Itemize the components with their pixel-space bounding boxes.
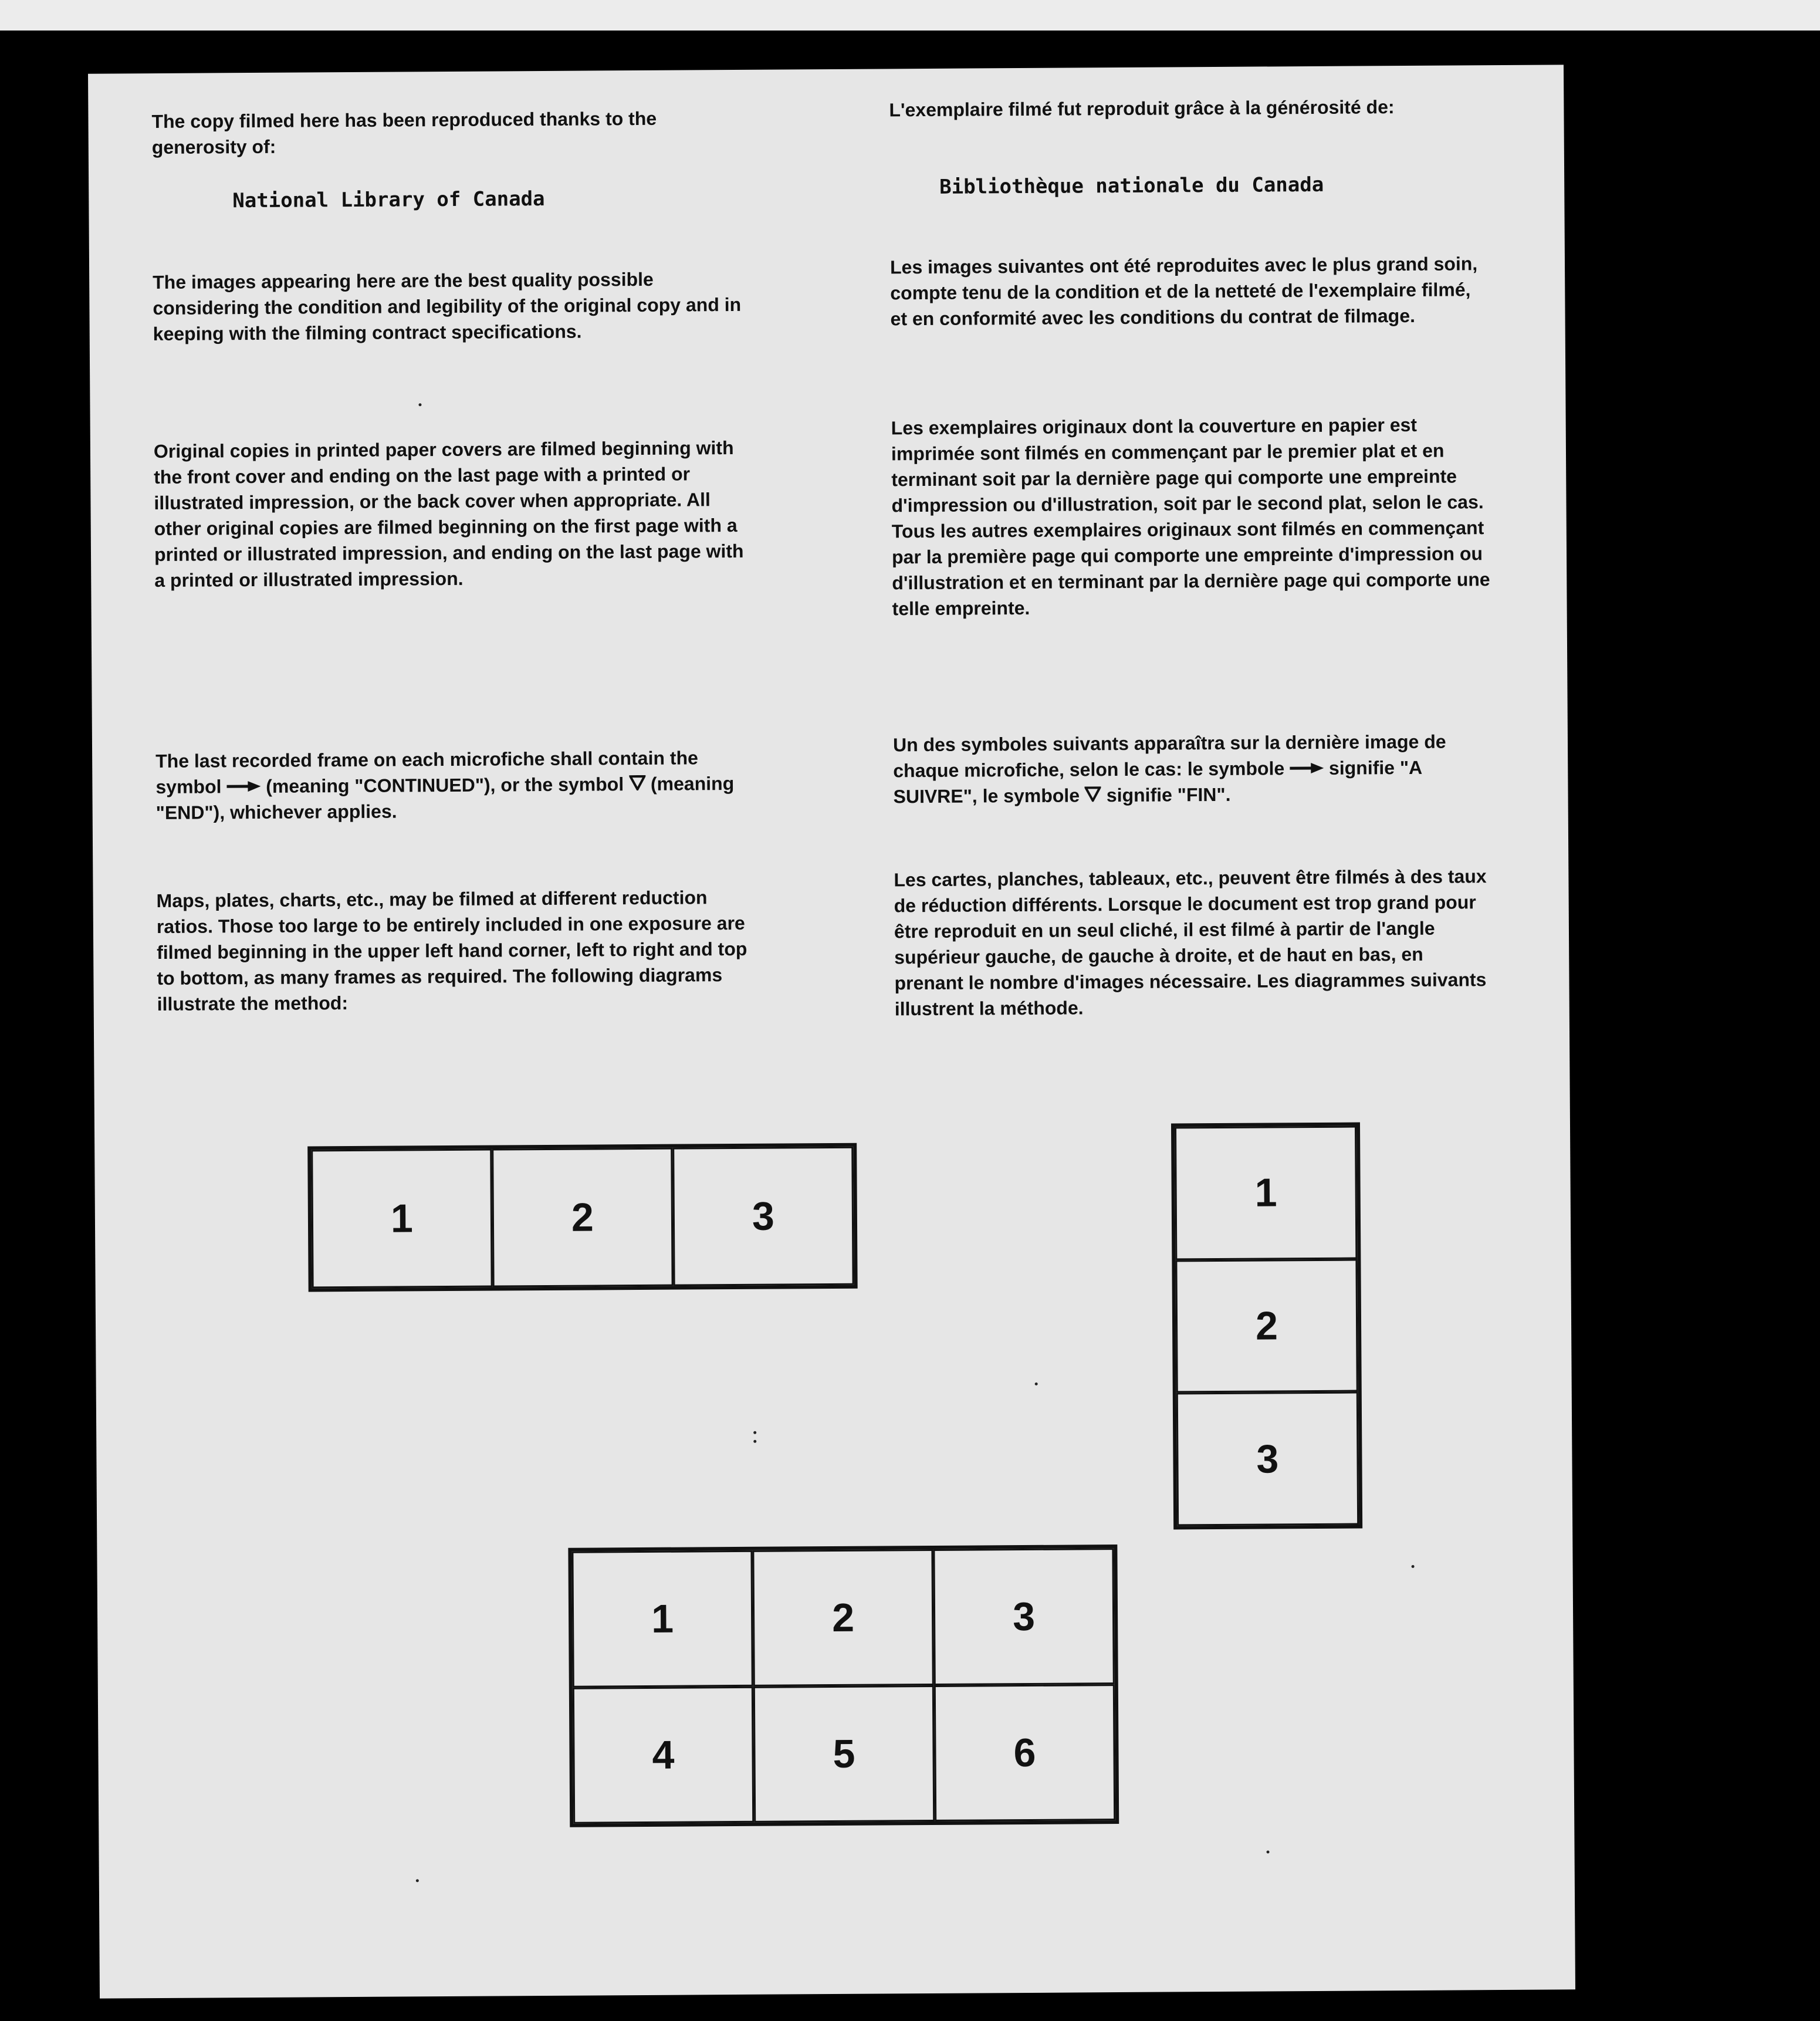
left-library-name: National Library of Canada <box>232 187 545 213</box>
left-symbols-paragraph <box>155 745 749 826</box>
arrow-right-icon <box>1290 755 1324 781</box>
scan-speck <box>753 1440 756 1443</box>
right-intro: L'exemplaire filmé fut reproduit grâce à la générosité de: <box>889 96 1395 121</box>
left-maps-paragraph: Maps, plates, charts, etc., may be filmed at different reduction ratios. Those too large to be entirely included in one exposure are filmed beginning in the upper left hand corner, left to right and top to bottom, as many frames as required. The following diagrams illustrate the method: <box>156 887 747 1015</box>
diagram-horizontal <box>307 1143 857 1292</box>
diagram-grid-frame: 1 <box>571 1550 753 1688</box>
right-symbols-text-a: Un des symboles suivants apparaîtra sur la dernière image de chaque microfiche, selon le cas: le symbole <box>892 731 1446 782</box>
scan-speck <box>418 403 421 406</box>
scan-speck <box>753 1431 756 1434</box>
scan-speck <box>1412 1565 1415 1568</box>
left-quality-paragraph: The images appearing here are the best quality possible considering the condition and legibility of the original copy and in keeping with the filming contract specifications. <box>153 268 742 345</box>
diagram-horizontal-frame: 1 <box>311 1149 492 1289</box>
diagram-grid-frame: 2 <box>752 1549 933 1687</box>
left-column <box>151 105 745 160</box>
diagram-vertical <box>1171 1123 1362 1530</box>
arrow-right-icon <box>226 773 261 799</box>
left-symbols-text-c: (meaning "END"), whichever applies. <box>155 773 735 824</box>
right-library-name: Bibliothèque nationale du Canada <box>939 173 1324 199</box>
left-symbols-text-a: The last recorded frame on each microfiche shall contain the symbol <box>155 747 698 798</box>
right-symbols-text-c: signifie "FIN". <box>1106 783 1231 806</box>
left-originals-paragraph: Original copies in printed paper covers are filmed beginning with the front cover and ending on the last page with a printed or illustrated impression, or the back cover when appropriate. All other original copies are filmed beginning on the first page with a printed or illustrated impression, and ending on the last page with a printed or illustrated impression. <box>153 437 744 592</box>
scan-speck <box>1035 1383 1038 1385</box>
right-symbols-text-b: signifie "A SUIVRE", le symbole <box>893 756 1422 807</box>
scanner-top-strip <box>0 0 1820 31</box>
right-column <box>889 93 1487 123</box>
triangle-down-icon <box>629 771 645 797</box>
scan-speck <box>1267 1850 1270 1853</box>
diagram-horizontal-frame: 2 <box>492 1148 673 1287</box>
diagram-grid <box>568 1545 1119 1827</box>
diagram-vertical-frame: 3 <box>1176 1392 1359 1526</box>
microfiche-target-page <box>88 65 1575 1998</box>
diagram-vertical-frame: 2 <box>1175 1259 1358 1393</box>
diagram-vertical-frame: 1 <box>1175 1126 1357 1260</box>
right-symbols-paragraph <box>893 728 1492 809</box>
scan-speck <box>416 1879 419 1882</box>
diagram-grid-frame: 6 <box>934 1684 1115 1821</box>
triangle-down-icon <box>1085 782 1101 808</box>
right-quality-paragraph: Les images suivantes ont été reproduites avec le plus grand soin, compte tenu de la condition et de la netteté de l'exemplaire filmé, et en conformité avec les conditions du contrat de filmage. <box>889 253 1478 330</box>
left-intro: The copy filmed here has been reproduced thanks to the generosity of: <box>151 107 657 158</box>
diagram-grid-frame: 3 <box>933 1548 1114 1685</box>
right-maps-paragraph: Les cartes, planches, tableaux, etc., peuvent être filmés à des taux de réduction différents. Lorsque le document est trop grand pour être reproduit en un seul cliché, il est filmé à partir de l'angle supérieur gauche, de gauche à droite, et de haut en bas, en prenant le nombre d'images nécessaire. Les diagrammes suivants illustrent la méthode. <box>894 866 1487 1020</box>
diagram-grid-frame: 4 <box>573 1687 754 1824</box>
diagram-horizontal-frame: 3 <box>672 1147 854 1286</box>
diagram-grid-frame: 5 <box>753 1685 935 1823</box>
right-originals-paragraph: Les exemplaires originaux dont la couverture en papier est imprimée sont filmés en commençant par le premier plat et en terminant soit par la dernière page qui comporte une empreinte d'impression ou d'illustration, soit par le second plat, selon le cas. Tous les autres exemplaires originaux sont filmés en commençant par la première page qui comporte une empreinte d'impression ou d'illustration et en terminant par la dernière page qui comporte une telle empreinte. <box>891 414 1490 620</box>
left-symbols-text-b: (meaning "CONTINUED"), or the symbol <box>266 773 624 797</box>
